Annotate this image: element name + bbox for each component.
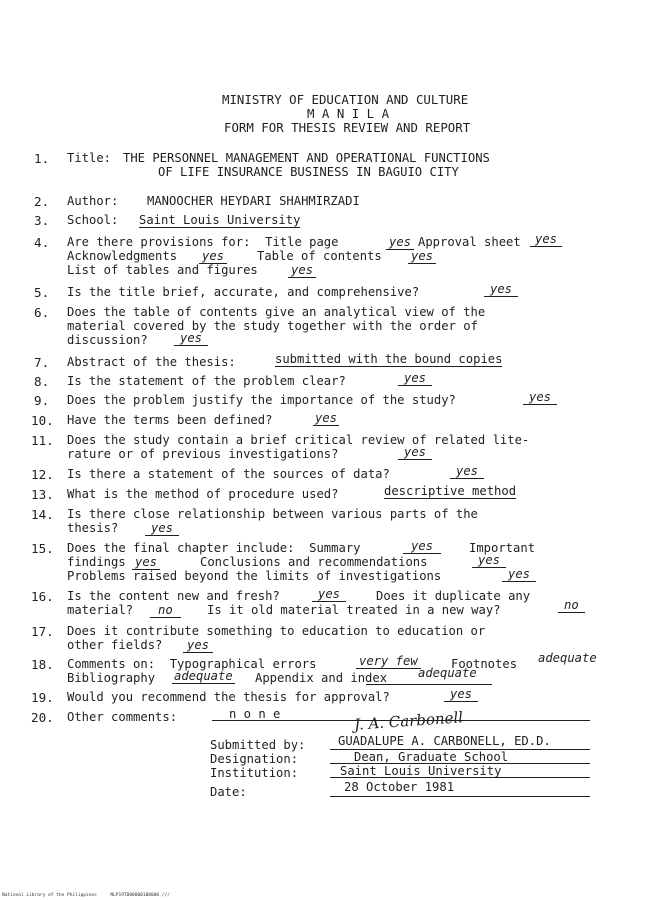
date-value: 28 October 1981 [344, 780, 455, 794]
item-number: 17. [31, 624, 54, 639]
school-value: Saint Louis University [139, 213, 301, 227]
question-text: Does the final chapter include: Summary [67, 541, 361, 555]
question-text: Would you recommend the thesis for approval? [67, 690, 390, 704]
item-number: 14. [31, 507, 54, 522]
question-text: Is the statement of the problem clear? [67, 374, 346, 388]
question-text: Bibliography [67, 671, 156, 685]
item-number: 6. [34, 305, 50, 320]
question-text: rature or of previous investigations? [67, 447, 339, 461]
question-text: findings [67, 555, 126, 569]
question-text: Is there a statement of the sources of data? [67, 467, 390, 481]
answer-value: yes [403, 539, 441, 554]
item-number: 11. [31, 433, 54, 448]
answer-underline [366, 684, 492, 685]
question-text: Is the title brief, accurate, and comprehensive? [67, 285, 420, 299]
item-number: 12. [31, 467, 54, 482]
form-title: FORM FOR THESIS REVIEW AND REPORT [224, 120, 471, 135]
answer-value: yes [408, 249, 436, 264]
answer-value: yes [502, 567, 536, 582]
answer-value: yes [484, 282, 518, 297]
question-text: Does the problem justify the importance of the study? [67, 393, 456, 407]
answer-value: yes [199, 249, 227, 264]
school-label: School: [67, 213, 119, 227]
question-text: Have the terms been defined? [67, 413, 273, 427]
question-text: Does it duplicate any [376, 589, 531, 603]
author-label: Author: [67, 194, 119, 208]
question-text: Conclusions and recommendations [200, 555, 428, 569]
question-text: Other comments: [67, 710, 178, 724]
question-text: Comments on: Typographical errors [67, 657, 317, 671]
answer-value: descriptive method [384, 484, 517, 498]
archive-footer: National Library of the Philippines NLP19TD00000100000 /// [2, 893, 170, 898]
ministry-header: MINISTRY OF EDUCATION AND CULTURE [222, 92, 469, 107]
answer-value: adequate [174, 669, 233, 683]
answer-value: yes [132, 555, 160, 570]
item-number: 20. [31, 710, 54, 725]
question-text: Problems raised beyond the limits of investigations [67, 569, 442, 583]
question-text: Table of contents [257, 249, 382, 263]
answer-value: submitted with the bound copies [275, 352, 503, 366]
question-text: Approval sheet [418, 235, 521, 249]
answer-value: yes [530, 232, 562, 247]
institution-label: Institution: [210, 766, 299, 780]
handwritten-signature: J. A. Carbonell [353, 708, 464, 734]
question-text: Abstract of the thesis: [67, 355, 236, 369]
designation-value: Dean, Graduate School [354, 750, 509, 764]
city-header: M A N I L A [307, 106, 390, 121]
item-number: 8. [34, 374, 50, 389]
date-label: Date: [210, 785, 247, 799]
answer-value: very few [356, 654, 421, 669]
answer-value: yes [523, 390, 557, 405]
answer-value: yes [398, 371, 432, 386]
item-number: 16. [31, 589, 54, 604]
question-text: Is there close relationship between various parts of the [67, 507, 478, 521]
question-text: Acknowledgments [67, 249, 178, 263]
answer-value: yes [312, 587, 346, 602]
answer-value: yes [450, 464, 484, 479]
thesis-title-line2: OF LIFE INSURANCE BUSINESS IN BAGUIO CITY [158, 165, 459, 179]
answer-value: adequate [418, 666, 477, 680]
answer-value: yes [472, 553, 506, 568]
thesis-title-line1: THE PERSONNEL MANAGEMENT AND OPERATIONAL FUNCTIONS [123, 151, 490, 165]
question-text: discussion? [67, 333, 148, 347]
question-text: Appendix and index [255, 671, 388, 685]
institution-value: Saint Louis University [340, 764, 502, 778]
submitted-by-label: Submitted by: [210, 738, 306, 752]
answer-value: yes [398, 445, 432, 460]
item-number: 18. [31, 657, 54, 672]
question-text: What is the method of procedure used? [67, 487, 339, 501]
item-number: 15. [31, 541, 54, 556]
question-text: Footnotes [451, 657, 518, 671]
answer-value: adequate [538, 651, 597, 665]
item-number: 7. [34, 355, 50, 370]
answer-value: yes [386, 235, 414, 250]
question-text: thesis? [67, 521, 119, 535]
answer-value: yes [174, 331, 208, 346]
question-text: Does the study contain a brief critical review of related lite- [67, 433, 530, 447]
question-text: other fields? [67, 638, 163, 652]
author-value: MANOOCHER HEYDARI SHAHMIRZADI [147, 194, 360, 208]
question-text: Important [469, 541, 536, 555]
answer-value: no [558, 598, 585, 613]
item-number: 2. [34, 194, 50, 209]
answer-value: yes [288, 263, 316, 278]
item-number: 1. [34, 151, 50, 166]
question-text: List of tables and figures [67, 263, 258, 277]
date-line [330, 796, 590, 797]
answer-value: yes [183, 638, 213, 653]
title-label: Title: [67, 151, 112, 165]
question-text: Is it old material treated in a new way? [207, 603, 501, 617]
designation-label: Designation: [210, 752, 299, 766]
question-text: material? [67, 603, 134, 617]
item-number: 10. [31, 413, 54, 428]
answer-value: no [150, 603, 181, 618]
item-number: 3. [34, 213, 50, 228]
question-text: material covered by the study together with the order of [67, 319, 478, 333]
answer-value: yes [145, 521, 179, 536]
question-text: Is the content new and fresh? [67, 589, 280, 603]
question-text: Does it contribute something to education to education or [67, 624, 486, 638]
institution-line [330, 777, 590, 778]
submitted-by-value: GUADALUPE A. CARBONELL, ED.D. [338, 734, 551, 748]
item-number: 19. [31, 690, 54, 705]
item-number: 13. [31, 487, 54, 502]
item-number: 5. [34, 285, 50, 300]
item-number: 9. [34, 393, 50, 408]
answer-value: yes [444, 687, 478, 702]
item-number: 4. [34, 235, 50, 250]
question-text: Are there provisions for: Title page [67, 235, 339, 249]
answer-value: n o n e [229, 707, 281, 721]
answer-value: yes [315, 411, 338, 425]
question-text: Does the table of contents give an analytical view of the [67, 305, 486, 319]
